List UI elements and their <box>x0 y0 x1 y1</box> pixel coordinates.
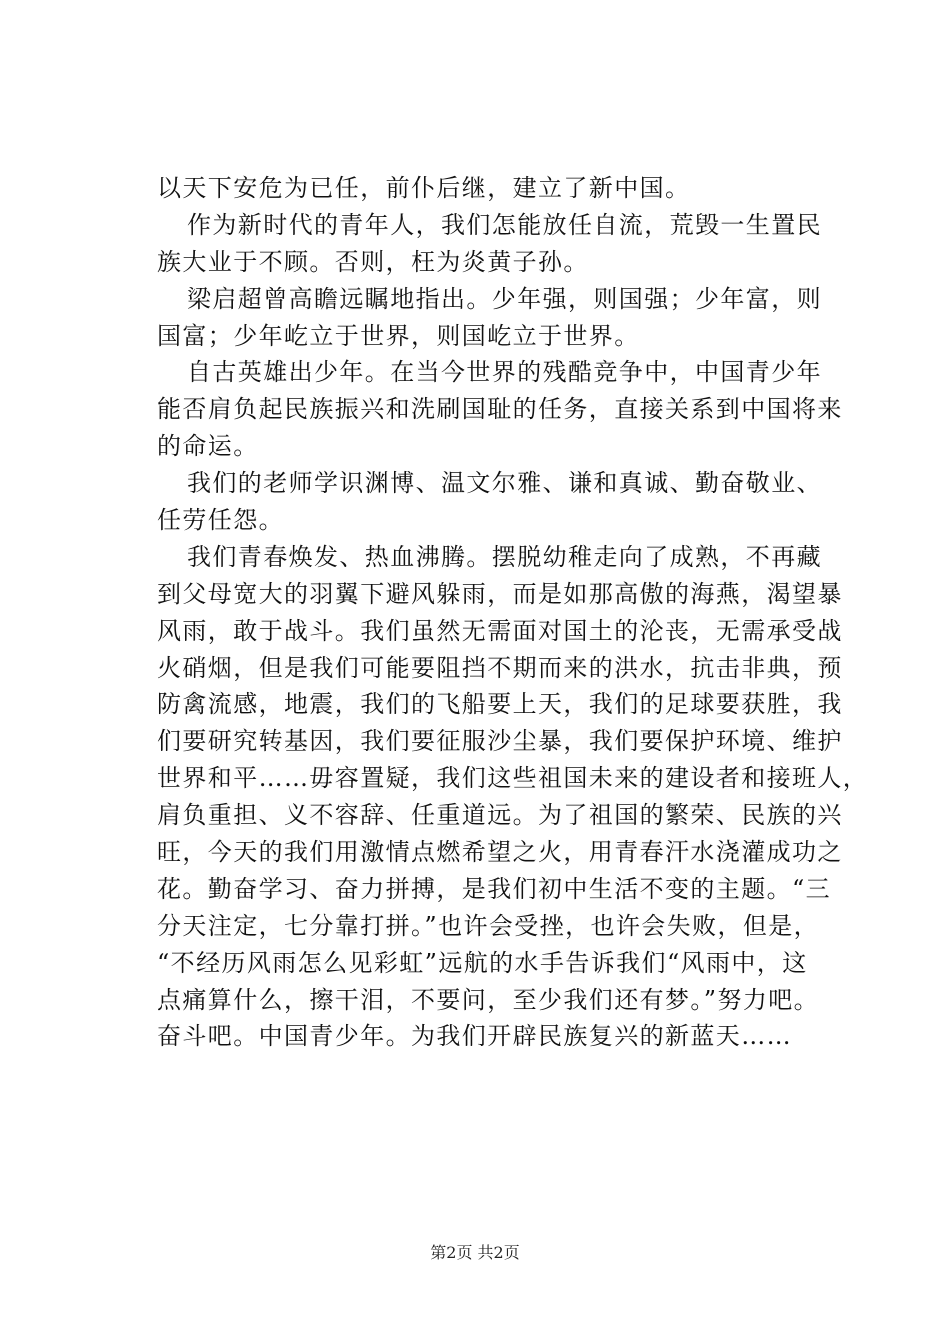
text-line: 到父母宽大的羽翼下避风躲雨，而是如那高傲的海燕，渴望暴 <box>157 579 843 608</box>
text-line: 火硝烟，但是我们可能要阻挡不期而来的洪水，抗击非典，预 <box>157 653 843 682</box>
text-line: 风雨，敢于战斗。我们虽然无需面对国土的沦丧，无需承受战 <box>157 616 843 645</box>
text-line: 防禽流感，地震，我们的飞船要上天，我们的足球要获胜，我 <box>157 690 843 719</box>
paragraph-start-line: 梁启超曾高瞻远瞩地指出。少年强，则国强；少年富，则 <box>187 284 822 313</box>
text-line: 能否肩负起民族振兴和洗刷国耻的任务，直接关系到中国将来 <box>157 395 843 424</box>
text-line: “不经历风雨怎么见彩虹”远航的水手告诉我们“风雨中，这 <box>157 948 808 977</box>
paragraph-start-line: 作为新时代的青年人，我们怎能放任自流，荒毁一生置民 <box>187 210 822 239</box>
text-line: 世界和平……毋容置疑，我们这些祖国未来的建设者和接班人， <box>157 764 869 793</box>
text-line: 奋斗吧。中国青少年。为我们开辟民族复兴的新蓝天…… <box>157 1022 792 1051</box>
text-line: 的命运。 <box>157 432 259 461</box>
text-line: 国富；少年屹立于世界，则国屹立于世界。 <box>157 321 640 350</box>
text-line: 肩负重担、义不容辞、任重道远。为了祖国的繁荣、民族的兴 <box>157 801 843 830</box>
paragraph-start-line: 自古英雄出少年。在当今世界的残酷竞争中，中国青少年 <box>187 358 822 387</box>
text-line: 旺，今天的我们用激情点燃希望之火，用青春汗水浇灌成功之 <box>157 838 843 867</box>
text-line: 点痛算什么，擦干泪，不要问，至少我们还有梦。”努力吧。 <box>157 985 820 1014</box>
page-footer <box>0 1243 950 1263</box>
text-line: 们要研究转基因，我们要征服沙尘暴，我们要保护环境、维护 <box>157 727 843 756</box>
text-line: 以天下安危为已任，前仆后继，建立了新中国。 <box>157 174 691 202</box>
page-number: 第2页 共2页 <box>430 1243 520 1262</box>
text-line: 花。勤奋学习、奋力拼搏，是我们初中生活不变的主题。“三 <box>157 874 832 903</box>
paragraph-start-line: 我们青春焕发、热血沸腾。摆脱幼稚走向了成熟，不再藏 <box>187 542 822 571</box>
document-body <box>157 170 869 1055</box>
paragraph-start-line: 我们的老师学识渊博、温文尔雅、谦和真诚、勤奋敬业、 <box>187 469 822 498</box>
text-line: 分天注定，七分靠打拼。”也许会受挫，也许会失败，但是， <box>157 911 820 940</box>
text-line: 族大业于不顾。否则，枉为炎黄子孙。 <box>157 247 589 276</box>
text-line: 任劳任怨。 <box>157 506 284 535</box>
